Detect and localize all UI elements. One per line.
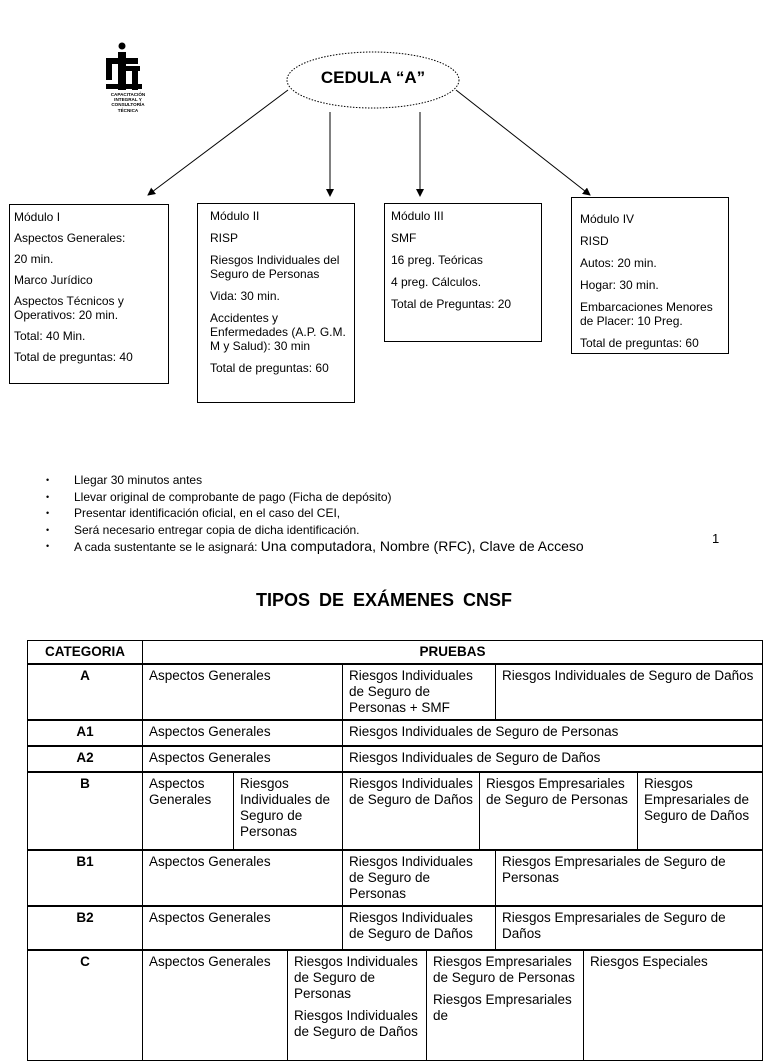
list-item bbox=[46, 522, 686, 539]
exam-cell: Aspectos Generales bbox=[143, 664, 343, 720]
module-line: Módulo I bbox=[14, 210, 61, 224]
category-cell: B1 bbox=[28, 850, 143, 906]
module-box-4 bbox=[571, 197, 729, 354]
table-row bbox=[28, 850, 763, 906]
exam-cell: Riesgos Individuales de Seguro de Daños bbox=[343, 772, 480, 850]
module-line: 4 preg. Cálculos. bbox=[391, 275, 482, 289]
exam-cell: Riesgos Individuales de Seguro de Personas bbox=[234, 772, 343, 850]
module-box-3 bbox=[384, 203, 542, 342]
module-line: Accidentes y Enfermedades (A.P. G.M. M y Salud): 30 min bbox=[210, 311, 346, 353]
logo-caption-line: CONSULTORÍA bbox=[111, 102, 145, 108]
table-row bbox=[28, 906, 763, 950]
exam-cell: Riesgos Individuales de Seguro de Personas + SMF bbox=[343, 664, 496, 720]
exam-cell-part: Riesgos Individuales de Seguro de Personas bbox=[294, 954, 418, 1001]
module-line: Vida: 30 min. bbox=[210, 289, 280, 303]
exam-cell: Aspectos Generales bbox=[143, 850, 343, 906]
module-line: Riesgos Individuales del Seguro de Personas bbox=[210, 253, 340, 281]
category-cell: A bbox=[28, 664, 143, 720]
category-cell: C bbox=[28, 950, 143, 1060]
exam-cell: Riesgos Empresariales de Seguro de Daños bbox=[638, 772, 763, 850]
module-line: Embarcaciones Menores de Placer: 10 Preg. bbox=[580, 300, 713, 328]
exam-types-table bbox=[27, 640, 763, 1061]
exam-cell-part: Riesgos Empresariales de bbox=[433, 992, 572, 1023]
exam-cell: Riesgos Individuales de Seguro de Daños bbox=[343, 746, 763, 772]
exam-cell: Riesgos Empresariales de Seguro de Personas bbox=[480, 772, 638, 850]
logo-caption-line: INTEGRAL Y bbox=[114, 97, 142, 103]
exam-cell: Aspectos Generales bbox=[143, 772, 234, 850]
logo-caption-line: CAPACITACIÓN bbox=[110, 92, 146, 97]
module-line: Aspectos Técnicos y Operativos: 20 min. bbox=[14, 294, 124, 322]
list-item bbox=[46, 538, 686, 556]
module-line: SMF bbox=[391, 231, 417, 245]
module-line: Autos: 20 min. bbox=[580, 256, 657, 270]
module-line: 20 min. bbox=[14, 252, 54, 266]
exam-cell: Riesgos Empresariales de Seguro de Daños bbox=[496, 906, 763, 950]
module-line: Módulo IV bbox=[580, 212, 635, 226]
list-item bbox=[46, 472, 686, 489]
list-item bbox=[46, 505, 686, 522]
module-box-1 bbox=[9, 204, 169, 384]
module-line: Total de preguntas: 40 bbox=[14, 350, 133, 364]
exam-cell: Riesgos Especiales bbox=[584, 950, 763, 1060]
category-cell: A2 bbox=[28, 746, 143, 772]
module-line: RISP bbox=[210, 231, 239, 245]
module-box-2 bbox=[197, 203, 355, 403]
table-header-row bbox=[28, 641, 763, 665]
exam-cell-part: Riesgos Individuales de Seguro de Daños bbox=[294, 1008, 418, 1039]
exam-cell: Riesgos Empresariales de Seguro de Personas bbox=[496, 850, 763, 906]
module-line: Hogar: 30 min. bbox=[580, 278, 659, 292]
list-item bbox=[46, 489, 686, 506]
exam-cell: Aspectos Generales bbox=[143, 906, 343, 950]
module-line: Total: 40 Min. bbox=[14, 329, 86, 343]
list-item-text: Llegar 30 minutos antes bbox=[74, 473, 203, 487]
list-item-emphasis: Una computadora, Nombre (RFC), Clave de Acceso bbox=[260, 538, 584, 554]
list-item-text: Será necesario entregar copia de dicha identificación. bbox=[74, 522, 360, 537]
table-row bbox=[28, 950, 763, 1060]
table-title: TIPOS DE EXÁMENES CNSF bbox=[255, 590, 513, 610]
column-header-categoria: CATEGORIA bbox=[28, 641, 143, 665]
cedula-title: CEDULA “A” bbox=[320, 68, 426, 87]
exam-cell: Riesgos Individuales de Seguro de Daños bbox=[496, 664, 763, 720]
module-line: Total de Preguntas: 20 bbox=[391, 297, 512, 311]
module-line: Total de preguntas: 60 bbox=[580, 336, 699, 350]
page-number: 1 bbox=[712, 531, 720, 546]
category-cell: A1 bbox=[28, 720, 143, 746]
arrow-to-module-4 bbox=[456, 90, 590, 195]
column-header-pruebas: PRUEBAS bbox=[143, 641, 763, 665]
module-line: Aspectos Generales: bbox=[14, 231, 126, 245]
list-item-text: Llevar original de comprobante de pago (Ficha de depósito) bbox=[74, 489, 392, 504]
exam-cell: Aspectos Generales bbox=[143, 720, 343, 746]
table-row bbox=[28, 720, 763, 746]
list-item-text: Presentar identificación oficial, en el caso del CEI, bbox=[74, 506, 341, 520]
logo-caption-line: TÉCNICA bbox=[117, 107, 139, 113]
exam-cell: Riesgos Individuales de Seguro de Daños bbox=[343, 906, 496, 950]
exam-cell: Riesgos Individuales de Seguro de Personas bbox=[343, 720, 763, 746]
category-cell: B2 bbox=[28, 906, 143, 950]
module-line: Módulo III bbox=[391, 209, 444, 223]
module-line: Marco Jurídico bbox=[14, 273, 93, 287]
category-cell: B bbox=[28, 772, 143, 850]
module-line: Total de preguntas: 60 bbox=[210, 361, 329, 375]
table-row bbox=[28, 772, 763, 850]
exam-cell-split bbox=[427, 950, 584, 1060]
exam-cell: Aspectos Generales bbox=[143, 950, 288, 1060]
table-row bbox=[28, 664, 763, 720]
exam-cell: Riesgos Individuales de Seguro de Personas bbox=[343, 850, 496, 906]
requirements-list bbox=[46, 472, 686, 556]
table-row bbox=[28, 746, 763, 772]
list-item-text: A cada sustentante se le asignará: bbox=[74, 540, 261, 554]
module-line: 16 preg. Teóricas bbox=[391, 253, 483, 267]
exam-cell-part: Riesgos Empresariales de Seguro de Personas bbox=[433, 954, 575, 985]
module-line: Módulo II bbox=[210, 209, 260, 223]
module-line: RISD bbox=[580, 234, 609, 248]
exam-cell: Aspectos Generales bbox=[143, 746, 343, 772]
exam-cell-split bbox=[288, 950, 427, 1060]
arrow-to-module-1 bbox=[148, 90, 288, 195]
